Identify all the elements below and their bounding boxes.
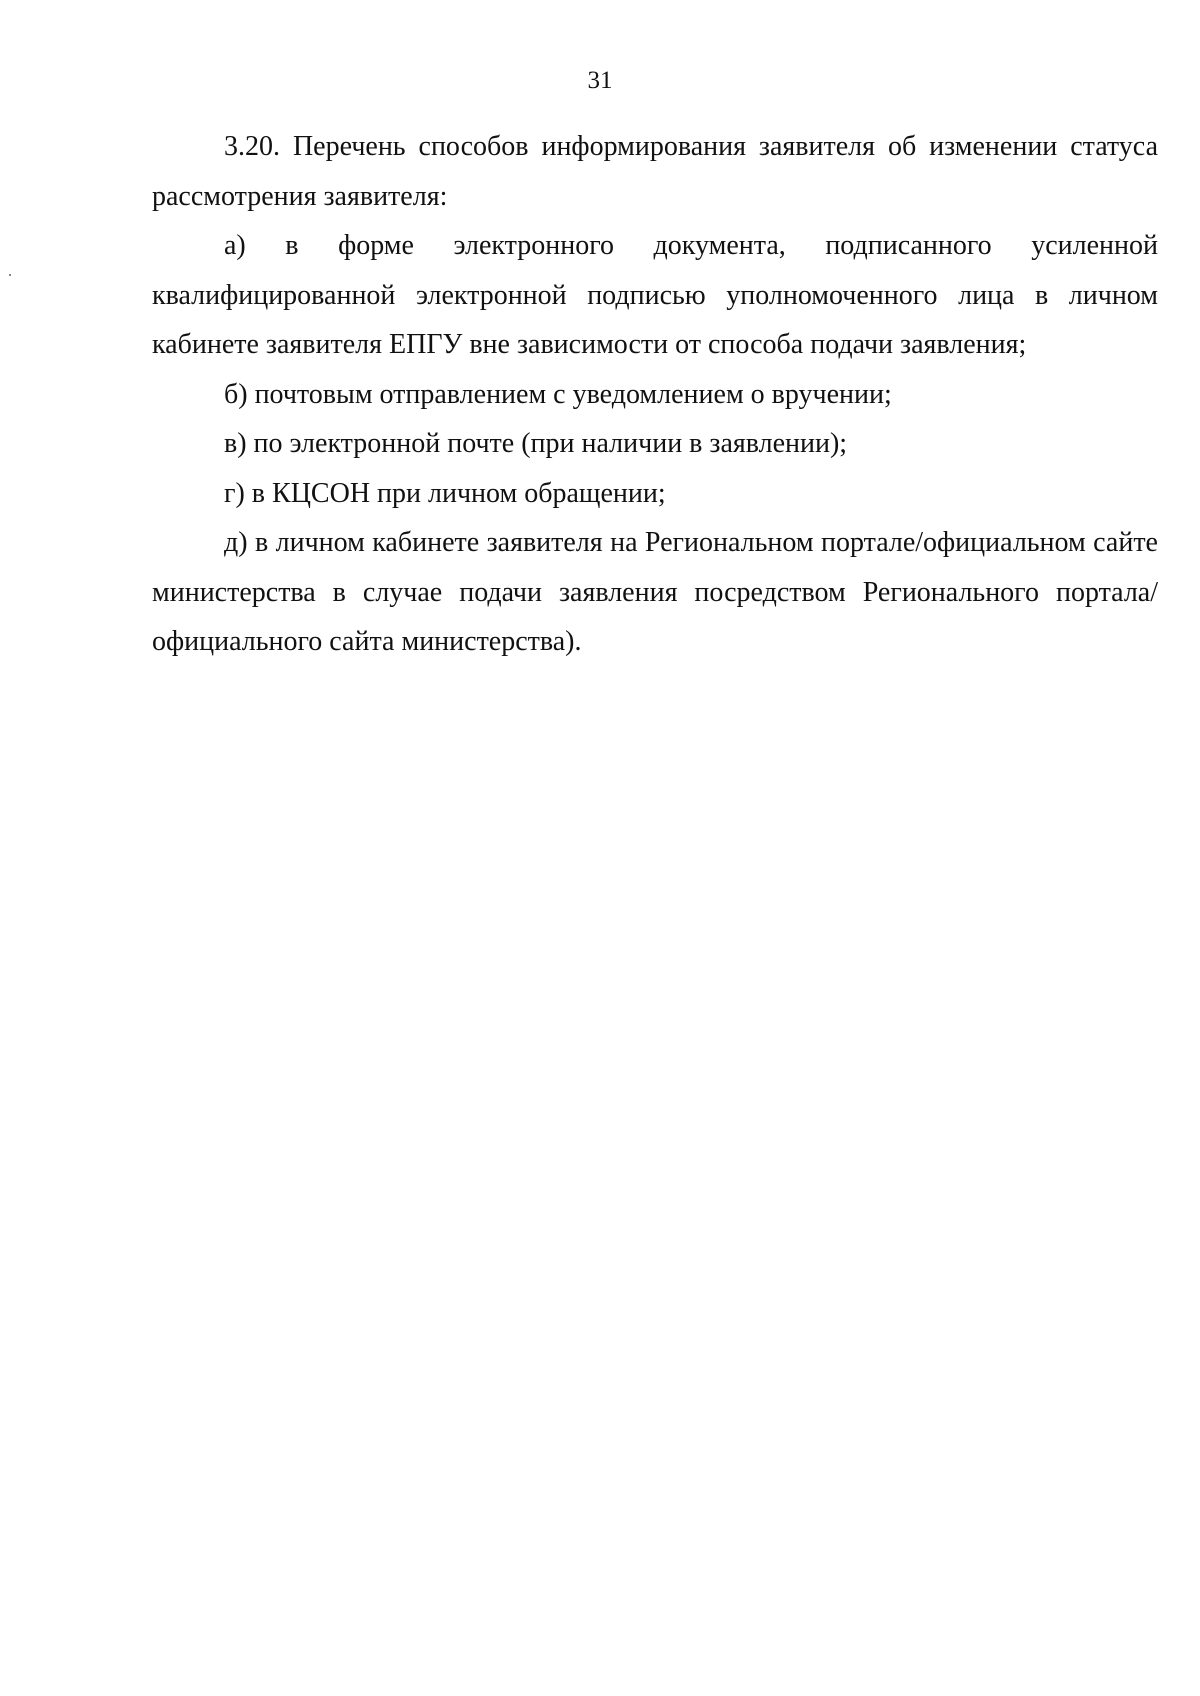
- scan-artifact: [9, 274, 11, 276]
- paragraph-item-d: д) в личном кабинете заявителя на Региональном портале/официальном сайте министерства в случае подачи заявления посредством Регионального портала/официального сайта министерства).: [152, 527, 1158, 657]
- page-number: 31: [587, 67, 613, 94]
- paragraph-item-a: а) в форме электронного документа, подписанного усиленной квалифицированной электронной подписью уполномоченного лица в личном кабинете заявителя ЕПГУ вне зависимости от способа подачи заявления;: [152, 230, 1158, 360]
- document-body: [152, 122, 1158, 667]
- paragraph-item-v: в) по электронной почте (при наличии в заявлении);: [224, 428, 848, 459]
- paragraph-item-b: б) почтовым отправлением с уведомлением о вручении;: [224, 378, 892, 410]
- paragraph-item-g: г) в КЦСОН при личном обращении;: [224, 477, 666, 509]
- paragraph-section-3-20: 3.20. Перечень способов информирования заявителя об изменении статуса рассмотрения заявителя:: [152, 131, 1158, 212]
